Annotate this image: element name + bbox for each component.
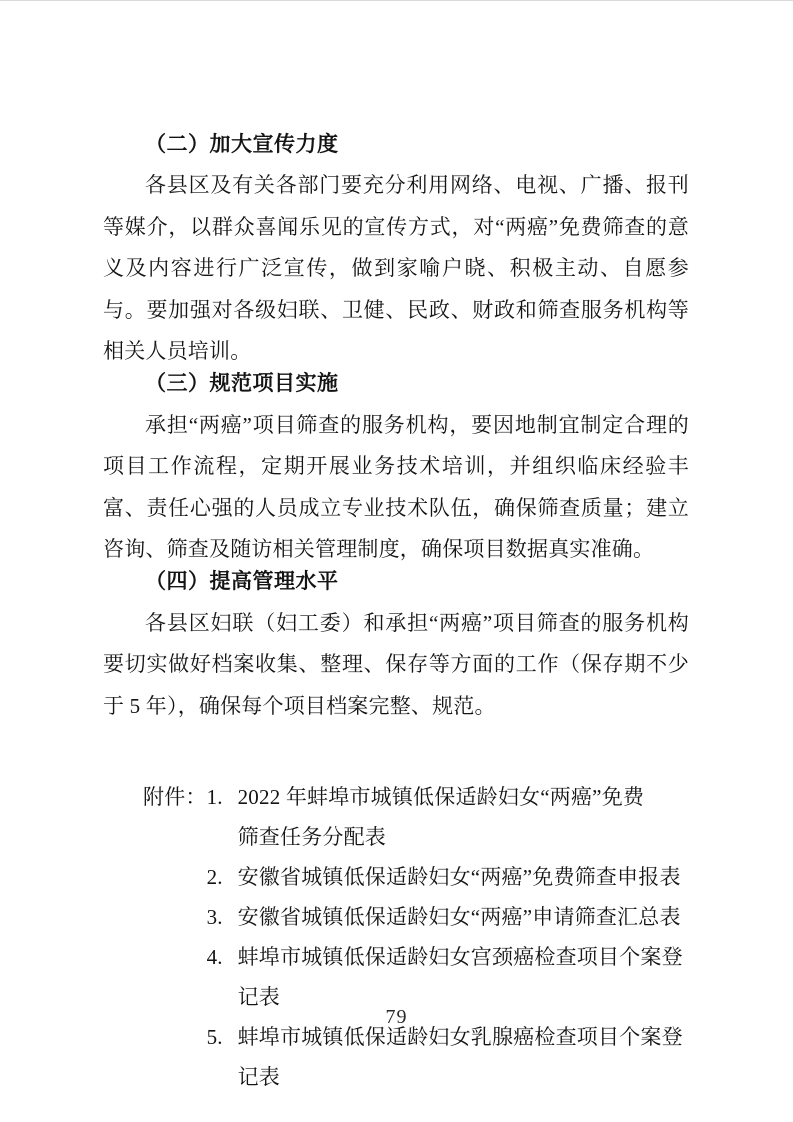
page-number: 79 [385, 1006, 408, 1028]
attachment-item-text-line: 安徽省城镇低保适龄妇女“两癌”免费筛查申报表 [237, 865, 681, 890]
scan-edge-line [0, 0, 793, 1]
attachments-label: 附件： [143, 785, 207, 810]
section-publicity [103, 124, 689, 372]
attachments-list [207, 777, 689, 1097]
attachment-item [207, 897, 689, 937]
section-paragraph-management: 各县区妇联（妇工委）和承担“两癌”项目筛查的服务机构要切实做好档案收集、整理、保存等方面的工作（保存期不少于 5 年），确保每个项目档案完整、规范。 [103, 610, 689, 718]
section-heading-management: （四）提高管理水平 [145, 569, 339, 594]
attachment-item-text-line: 安徽省城镇低保适龄妇女“两癌”申请筛查汇总表 [237, 905, 681, 930]
section-paragraph-implementation: 承担“两癌”项目筛查的服务机构，要因地制宜制定合理的项目工作流程，定期开展业务技术培训，并组织临床经验丰富、责任心强的人员成立专业技术队伍，确保筛查质量；建立咨询、筛查及随访相关管理制度，确保项目数据真实准确。 [103, 412, 689, 562]
attachment-item-text-line: 2022 年蚌埠市城镇低保适龄妇女“两癌”免费 [237, 785, 645, 810]
attachment-item [207, 777, 689, 857]
document-body [103, 124, 689, 1097]
attachment-item-number: 3. [206, 905, 223, 930]
section-management [103, 561, 689, 727]
section-heading-implementation: （三）规范项目实施 [145, 371, 339, 396]
attachment-item-number: 1. [206, 785, 223, 810]
attachment-item-number: 5. [206, 1025, 223, 1050]
attachment-item-number: 4. [206, 945, 223, 970]
attachment-item-text-line: 筛查任务分配表 [237, 825, 387, 850]
attachment-item-text-line: 蚌埠市城镇低保适龄妇女乳腺癌检查项目个案登记表 [237, 1025, 683, 1090]
attachment-item-text [238, 897, 689, 937]
attachment-item-text [238, 857, 689, 897]
attachment-item-number: 2. [206, 865, 223, 890]
attachment-item-text-line: 蚌埠市城镇低保适龄妇女宫颈癌检查项目个案登记表 [237, 945, 683, 1010]
section-implementation [103, 363, 689, 570]
attachments-block [143, 777, 689, 1097]
attachment-item [207, 857, 689, 897]
section-heading-publicity: （二）加大宣传力度 [145, 132, 339, 156]
section-paragraph-publicity: 各县区及有关各部门要充分利用网络、电视、广播、报刊等媒介，以群众喜闻乐见的宣传方式，对“两癌”免费筛查的意义及内容进行广泛宣传，做到家喻户晓、积极主动、自愿参与。要加强对各级妇联、卫健、民政、财政和筛查服务机构等相关人员培训。 [103, 173, 689, 364]
attachment-item-text [238, 777, 689, 857]
